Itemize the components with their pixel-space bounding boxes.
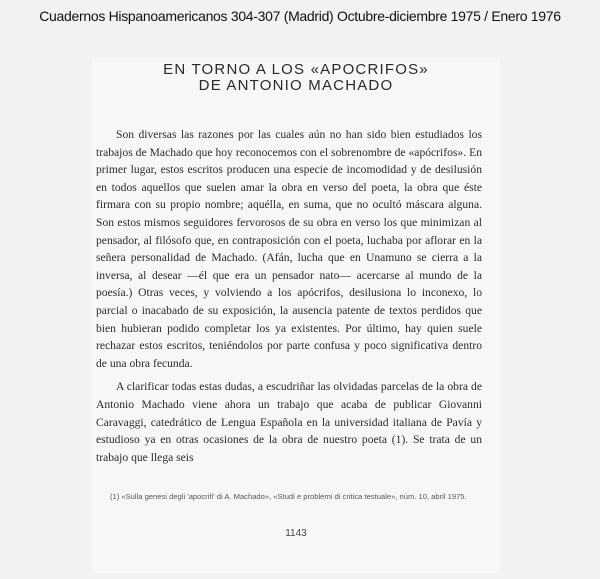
article-body: [96, 126, 482, 466]
document-page: [92, 58, 500, 573]
journal-citation-header: Cuadernos Hispanoamericanos 304-307 (Madrid) Octubre-diciembre 1975 / Enero 1976: [39, 8, 561, 24]
paragraph-2: A clarificar todas estas dudas, a escudriñar las olvidadas parcelas de la obra de Antonio Machado viene ahora un trabajo que acaba de publicar Giovanni Caravaggi, catedrático de Lengua Española en la universidad italiana de Pavía y estudioso ya en otras ocasiones de la obra de nuestro poeta (1). Se trata de un trabajo que llega seis: [96, 380, 482, 464]
footnote: (1) «Sulla genesi degli 'apocrifi' di A. Machado», «Studi e problemi di critica testuale», núm. 10, abril 1975.: [110, 492, 467, 501]
article-title-line-1: EN TORNO A LOS «APOCRIFOS»: [163, 61, 429, 78]
page-number: 1143: [285, 528, 307, 539]
paragraph-1: Son diversas las razones por las cuales aún no han sido bien estudiados los trabajos de Machado que hoy reconocemos con el sobrenombre de «apócrifos». En primer lugar, estos escritos producen una especie de incomodidad y de desilusión en todos aquellos que suelen amar la obra en verso del poeta, la obra que éste firmara con su propio nombre; aquélla, en suma, que no ocultó máscara alguna. Son estos mismos seguidores fervorosos de su obra en verso los que minimizan al pensador, al filósofo que, en contraposición con el poeta, luchaba por aflorar en la señera personalidad de Machado. (Afán, lucha que en Unamuno se cierra a la inversa, al desear —él que era un pensador nato— acercarse al mundo de la poesía.) Otras veces, y volviendo a los apócrifos, desilusiona lo inconexo, lo parcial o inacabado de su exposición, la ausencia patente de textos perdidos que bien hubieran podido completar los ya existentes. Por último, hay quien suele rechazar estos escritos, teniéndolos por parte confusa y poco significativa dentro de una obra fecunda.: [96, 128, 482, 370]
article-title-line-2: DE ANTONIO MACHADO: [198, 77, 394, 94]
